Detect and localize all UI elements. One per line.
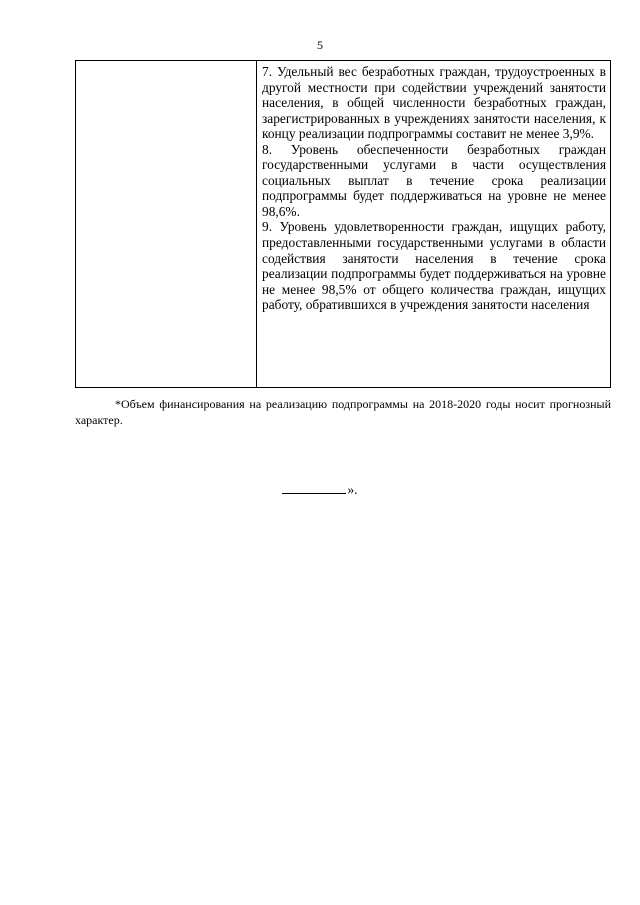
table-cell-empty <box>76 61 257 388</box>
table-row <box>76 61 611 388</box>
indicator-item-7: 7. Удельный вес безработных граждан, трудоустроенных в другой местности при содействии учреждений занятости населения, в общей численности безработных граждан, зарегистрированных в учреждениях занятости населения, к концу реализации подпрограммы составит не менее 3,9%. <box>262 64 606 142</box>
indicators-table <box>75 60 611 388</box>
closing-rule <box>282 493 346 494</box>
indicator-item-8: 8. Уровень обеспеченности безработных граждан государственными услугами в части осуществления социальных выплат в течение срока реализации подпрограммы будет поддерживаться на уровне не менее 98,6%. <box>262 141 606 219</box>
closing-line <box>0 482 640 498</box>
footnote: *Объем финансирования на реализацию подпрограммы на 2018-2020 годы носит прогнозный характер. <box>75 397 611 427</box>
page-number: 5 <box>317 38 323 52</box>
table-cell-indicators <box>257 61 611 388</box>
closing-quote-mark: ». <box>347 482 358 497</box>
indicator-item-9: 9. Уровень удовлетворенности граждан, ищущих работу, предоставленными государственными услугами в области содействия занятости населения в течение срока реализации подпрограммы будет поддерживаться на уровне не менее 98,5% от общего количества граждан, ищущих работу, обратившихся в учреждения занятости населения <box>262 219 606 313</box>
